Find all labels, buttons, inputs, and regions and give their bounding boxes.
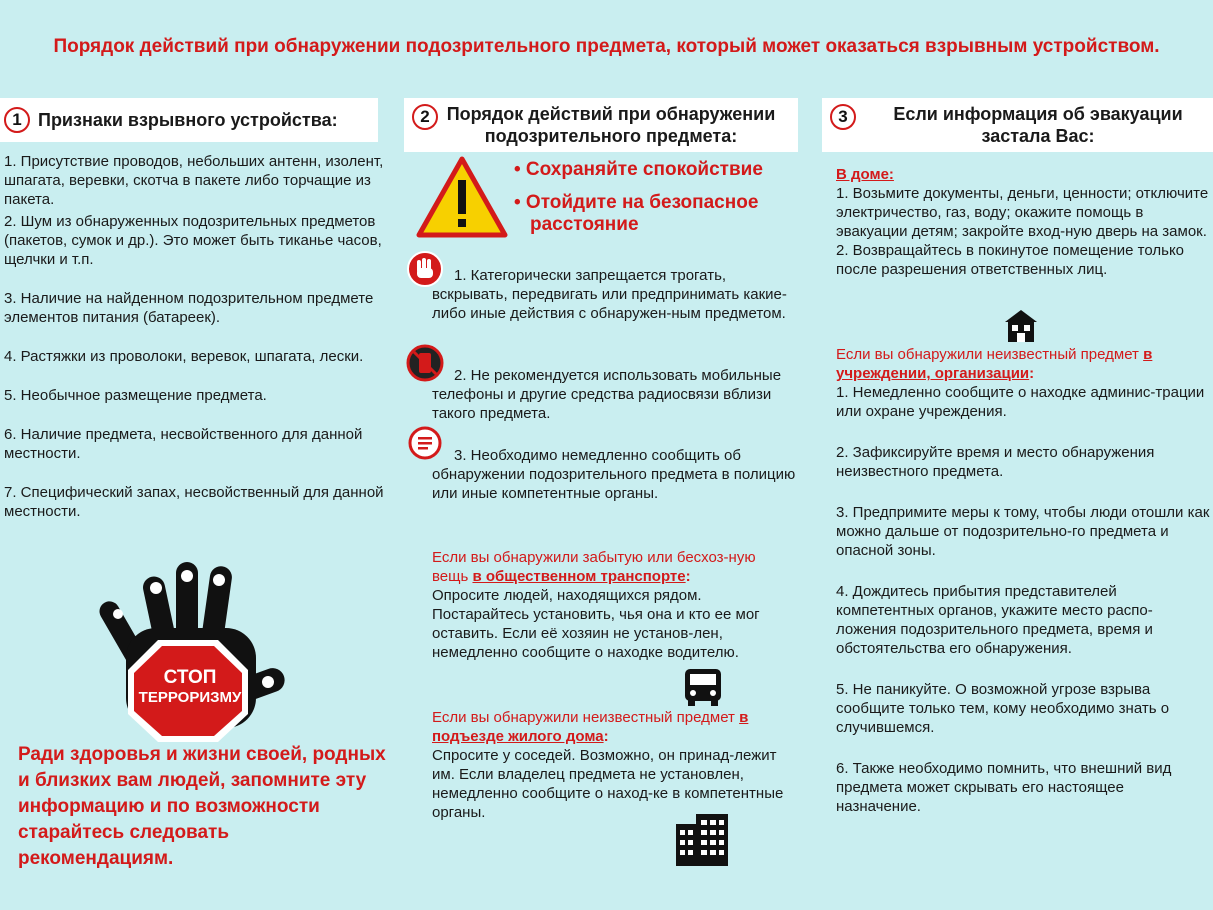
list-item: 6. Также необходимо помнить, что внешний вид предмета может скрывать его настоящее назначение. <box>836 760 1172 815</box>
section2-number: 2 <box>412 104 438 130</box>
rule-3-text: 3. Необходимо немедленно сообщить об обнаружении подозрительного предмета в полицию или иные компетентные органы. <box>432 447 796 502</box>
list-item: 3. Предпримите меры к тому, чтобы люди отошли как можно дальше от подозрительно-го предмета и опасной зоны. <box>836 504 1210 559</box>
bus-icon <box>682 666 724 708</box>
home-section <box>836 165 1211 279</box>
transport-section <box>432 548 782 662</box>
rule-1-text: 1. Категорически запрещается трогать, вскрывать, передвигать или предпринимать какие- либо иные действия с обнаружен-ным предметом. <box>432 267 787 322</box>
calm-bullet: • Сохраняйте спокойствие <box>514 159 763 180</box>
org-intro: Если вы обнаружили неизвестный предмет <box>836 346 1144 363</box>
house-icon <box>1003 308 1039 344</box>
apartment-building-icon <box>674 812 730 868</box>
home-label: В доме: <box>836 166 894 183</box>
page-title: Порядок действий при обнаружении подозрительного предмета, который может оказаться взрывным устройством. <box>53 36 1160 57</box>
rule-3 <box>432 446 802 503</box>
section3-title: Если информация об эвакуации застала Вас: <box>893 104 1183 146</box>
section1-heading <box>0 98 378 142</box>
house-section <box>432 708 792 822</box>
house-colon: : <box>603 728 609 745</box>
list-item: 2. Шум из обнаруженных подозрительных предметов (пакетов, сумок и др.). Это может быть тиканье часов, щелчки и т.п. <box>4 213 382 268</box>
section3-heading <box>822 98 1213 152</box>
house-text: Спросите у соседей. Возможно, он принад-лежит им. Если владелец предмета не установлен, немедленно сообщите о наход-ке в компетентные органы. <box>432 747 784 821</box>
stop-sign-line1: СТОП <box>163 667 217 688</box>
transport-place: в общественном транспорте <box>472 568 686 585</box>
list-item: 7. Специфический запах, несвойственный для данной местности. <box>4 484 384 520</box>
list-item: 6. Наличие предмета, несвойственного для данной местности. <box>4 426 363 462</box>
transport-text: Опросите людей, находящихся рядом. Постарайтесь установить, чья она и кто ее мог оставить. Если её хозяин не установ-лен, немедленно сообщите о находке водителю. <box>432 587 760 661</box>
house-intro: Если вы обнаружили неизвестный предмет <box>432 709 740 726</box>
org-section <box>836 345 1211 816</box>
house-place: в подъезде жилого дома <box>432 709 749 745</box>
org-place: в учреждении, организации <box>836 346 1153 382</box>
stop-sign-line2: ТЕРРОРИЗМУ <box>138 689 242 706</box>
distance-bullet: • Отойдите на безопасное <box>514 192 759 213</box>
signs-list <box>4 152 386 521</box>
list-item: 3. Наличие на найденном подозрительном предмете элементов питания (батареек). <box>4 290 374 326</box>
list-item: 5. Не паникуйте. О возможной угрозе взрыва сообщите только тем, кому необходимо знать о случившемся. <box>836 681 1170 736</box>
rule-1 <box>432 266 802 323</box>
section2-heading <box>404 98 798 152</box>
home-item-1: 1. Возьмите документы, деньги, ценности; отключите электричество, газ, воду; окажите помощь в эвакуации детям; закройте вход-ную дверь на замок. <box>836 185 1209 240</box>
org-colon: : <box>1029 365 1035 382</box>
stop-hand-icon <box>96 558 286 743</box>
section2-title: Порядок действий при обнаружении подозрительного предмета: <box>446 104 776 146</box>
transport-intro: Если вы обнаружили забытую или бесхоз-ную вещь <box>432 549 756 585</box>
list-item: 1. Немедленно сообщите о находке админис-трации или охране учреждения. <box>836 384 1205 420</box>
warning-icon <box>416 156 508 238</box>
home-item-2: 2. Возвращайтесь в покинутое помещение только после разрешения ответственных лиц. <box>836 242 1185 278</box>
section1-title: Признаки взрывного устройства: <box>38 109 338 130</box>
list-item: 4. Растяжки из проволоки, веревок, шпагата, лески. <box>4 348 364 365</box>
bottom-message: Ради здоровья и жизни своей, родных и близких вам людей, запомните эту информацию и по возможности старайтесь следовать рекомендациям. <box>18 744 386 869</box>
list-item: 5. Необычное размещение предмета. <box>4 387 267 404</box>
rule-2-text: 2. Не рекомендуется использовать мобильные телефоны и другие средства радиосвязи вблизи такого предмета. <box>432 367 782 422</box>
list-item: 2. Зафиксируйте время и место обнаружения неизвестного предмета. <box>836 444 1155 480</box>
rule-2 <box>432 366 802 423</box>
section1-number: 1 <box>4 107 30 133</box>
list-item: 4. Дождитесь прибытия представителей компетентных органов, укажите место распо-ложения подозрительного предмета, время и обстоятельства его обнаружения. <box>836 583 1153 657</box>
section3-number: 3 <box>830 104 856 130</box>
transport-colon: : <box>685 568 691 585</box>
list-item: 1. Присутствие проводов, небольших антенн, изолент, шпагата, веревки, скотча в пакете либо торчащие из пакета. <box>4 153 384 208</box>
stop-sign-text <box>128 668 252 708</box>
distance-bullet-cont: расстояние <box>530 214 639 235</box>
